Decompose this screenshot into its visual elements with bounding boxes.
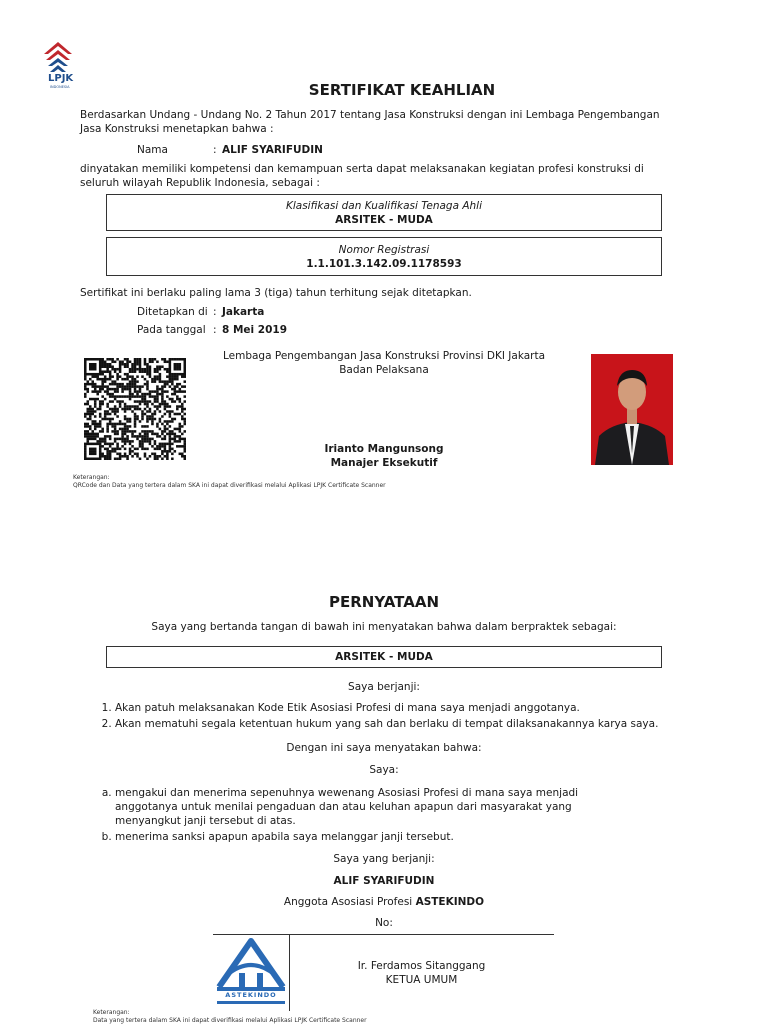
statement-intro: Saya yang bertanda tangan di bawah ini menyatakan bahwa dalam berpraktek sebagai: [151,621,617,633]
declaration-item: b. menerima sanksi apapun apabila saya melanggar janji tersebut. [115,830,620,844]
issued-at-value: Jakarta [222,306,265,318]
promise-label: Saya berjanji: [348,681,420,693]
certificate-note-label: Keterangan: [73,474,110,481]
astekindo-logo-text: ASTEKINDO [225,991,277,999]
member-number-label: No: [375,917,393,929]
member-association: ASTEKINDO [415,896,485,908]
promise-item: 1. Akan patuh melaksanakan Kode Etik Asosiasi Profesi di mana saya menjadi anggotanya. [115,701,675,715]
statement-note-label: Keterangan: [93,1009,130,1016]
signed-label: Saya yang berjanji: [333,853,435,865]
holder-photo [591,354,673,465]
issued-at-separator: : [213,306,217,318]
name-separator: : [213,144,217,156]
promise-list [115,701,675,731]
signed-name: ALIF SYARIFUDIN [333,875,435,887]
statement-title: PERNYATAAN [328,593,440,611]
validity-text: Sertifikat ini berlaku paling lama 3 (tiga) tahun terhitung sejak ditetapkan. [80,287,472,299]
issuer-line-2: Badan Pelaksana [339,364,429,376]
member-prefix: Anggota Asosiasi Profesi [283,896,413,908]
registration-label: Nomor Registrasi [338,244,430,256]
certificate-intro: Berdasarkan Undang - Undang No. 2 Tahun 2017 tentang Jasa Konstruksi dengan ini Lembaga Pengembangan Jasa Konstruksi menetapkan bahwa : [80,109,660,136]
classification-value: ARSITEK - MUDA [335,214,433,227]
saya-label: Saya: [369,764,399,776]
certificate-note-text: QRCode dan Data yang tertera dalam SKA ini dapat diverifikasi melalui Aplikasi LPJK Certificate Scanner [73,482,386,489]
declare-label: Dengan ini saya menyatakan bahwa: [286,742,482,754]
issued-date-separator: : [213,324,217,336]
registration-box [106,237,662,276]
declaration-item: a. mengakui dan menerima sepenuhnya wewenang Asosiasi Profesi di mana saya menjadi anggotanya untuk menilai pengaduan dan atau keluhan apapun dari masyarakat yang menyangkut janji tersebut di atas. [115,786,620,829]
issuer-line-1: Lembaga Pengembangan Jasa Konstruksi Provinsi DKI Jakarta [222,350,546,362]
chair-name: Ir. Ferdamos Sitanggang [357,960,486,972]
association-logo-cell [213,935,290,1011]
chair-title: KETUA UMUM [385,974,458,986]
lpjk-logo-text: LPJK [48,73,74,84]
signer-title: Manajer Eksekutif [330,457,438,469]
classification-box [106,194,662,231]
association-table [213,934,554,1011]
classification-label: Klasifikasi dan Kualifikasi Tenaga Ahli [285,200,483,212]
signer-name: Irianto Mangunsong [324,443,444,455]
member-line [0,895,768,909]
holder-name: ALIF SYARIFUDIN [222,144,323,156]
promise-item: 2. Akan mematuhi segala ketentuan hukum yang sah dan berlaku di tempat dilaksanakannya karya saya. [115,717,675,731]
issued-date-label: Pada tanggal [137,324,206,336]
statement-note-text: Data yang tertera dalam SKA ini dapat diverifikasi melalui Aplikasi LPJK Certificate Scanner [93,1017,367,1024]
qr-code [84,358,186,460]
issued-at-label: Ditetapkan di [137,306,208,318]
competence-text: dinyatakan memiliki kompetensi dan kemampuan serta dapat melaksanakan kegiatan profesi konstruksi di seluruh wilayah Republik Indonesia, sebagai : [80,163,644,190]
certificate-title: SERTIFIKAT KEAHLIAN [308,81,496,99]
declaration-list [115,786,620,844]
role-value: ARSITEK - MUDA [335,651,433,663]
role-box [106,646,662,668]
lpjk-logo-subtext: INDONESIA [50,85,70,89]
registration-value: 1.1.101.3.142.09.1178593 [306,258,462,271]
name-label: Nama [137,144,168,156]
issued-date-value: 8 Mei 2019 [222,324,288,336]
